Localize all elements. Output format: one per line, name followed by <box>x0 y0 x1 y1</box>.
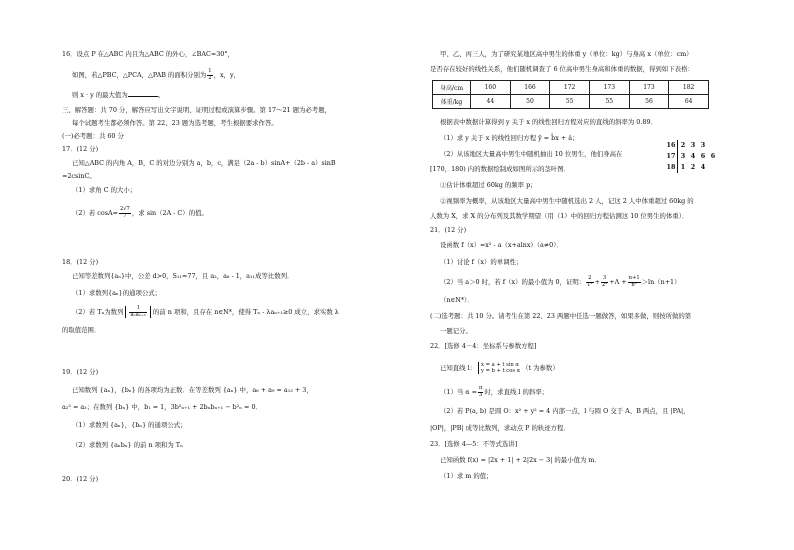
q22-line1-tail: （t 为参数） <box>522 364 559 372</box>
q18-frac-den: aₙaₙ₊₁ <box>130 311 146 318</box>
table-cell: 55 <box>550 95 590 109</box>
q22-part1 <box>440 386 548 398</box>
q20-line1: 甲、乙、丙三人，为了研究某地区高中男生的体重 y（单位：kg）与身高 x（单位：cm） <box>440 50 693 58</box>
section3-line3: (一)必考题：共 60 分 <box>62 132 124 140</box>
q18-part1: （1）求数列{aₙ}的通项公式； <box>72 289 162 297</box>
answer-blank <box>128 90 158 97</box>
table-cell: 182 <box>669 81 709 95</box>
q21-frac3 <box>628 276 641 288</box>
q22-frac-den: 3 <box>479 391 483 398</box>
stem-leaf-plot <box>665 140 718 173</box>
leaf: 2 <box>680 141 686 149</box>
q19-heading: 19．(12 分) <box>62 368 99 376</box>
q17-heading: 17．(12 分) <box>62 145 99 153</box>
q22-line4: |OP|，|PB| 成等比数列，求动点 P 的轨迹方程． <box>430 424 570 432</box>
q18-sequence-brace <box>125 306 151 318</box>
table-row <box>433 95 709 109</box>
q21-frac2 <box>601 276 608 288</box>
q17-line1: 已知△ABC 的内角 A，B，C 的对边分别为 a，b，c，满足（2a - b）sinA+（2b - a）sinB <box>72 159 336 167</box>
q21-frac3-num: n+1 <box>628 275 640 281</box>
q19-line2: a₂² = a₃；在数列 {bₙ} 中，b₁ = 1，3b²ₙ₊₁ + 2bₙbₙ₊₁ − b²ₙ = 0． <box>62 403 262 411</box>
leaf: 3 <box>690 141 696 149</box>
leaf: 3 <box>680 152 686 160</box>
q22-part1-text: （1）当 α = <box>440 388 477 396</box>
q20-part1: （1）求 y 关于 x 的线性回归方程 ŷ = b̂x + â； <box>440 134 579 142</box>
q21-frac1-den: 1² <box>587 281 593 288</box>
table-row-head: 体重/kg <box>433 95 471 109</box>
q17-part2-text: （2）若 cosA= <box>72 209 118 217</box>
q21-part2-text: （2）当 a＞0 时，若 f（x）的最小值为 0，证明： <box>440 278 586 286</box>
table-cell: 173 <box>589 81 629 95</box>
stem: 17 <box>665 151 678 162</box>
q18-part2-tail: 的前 n 项和，且存在 n∈N*，使得 Tₙ - λaₙ₊₁≥0 成立，求实数 λ <box>152 308 339 316</box>
q20-part2: （2）从该地区大量高中男生中随机抽出 10 位男生，他们身高在 <box>440 150 623 158</box>
q21-heading: 21．(12 分) <box>430 226 467 234</box>
table-row-head: 身高/cm <box>433 81 471 95</box>
q22-fraction <box>478 386 483 398</box>
q20-part2-2: ②视频率为概率，从该地区大量高中男生中随机选出 2 人，记这 2 人中体重超过 60kg 的 <box>440 197 694 205</box>
right-column <box>397 0 794 550</box>
stem: 18 <box>665 162 678 173</box>
q21-frac2-num: 3 <box>601 276 608 283</box>
q19-line1: 已知数列 {aₙ}，{bₙ} 的各项均为正数．在等差数列 {aₙ} 中，a₆ + a₉ = a₁₃ + 3， <box>72 386 313 394</box>
q20-line6: [170，180) 内的数据绘制成如图所示的茎叶图． <box>430 165 571 173</box>
q20-line2: 是否存在较好的线性关系，他们随机调查了 6 位高中男生身高和体重的数据，得到如下表格： <box>430 65 694 73</box>
q22-frac-num: π <box>478 385 483 391</box>
leaf: 4 <box>690 152 696 160</box>
q22-part2: （2）若 P(a, b) 是圆 O：x² + y² = 4 内部一点，l 与圆 O 交于 A、B 两点，且 |PA|， <box>440 407 690 415</box>
table-cell: 50 <box>510 95 550 109</box>
q18-line1: 已知等差数列{aₙ}中，公差 d>0，S₁₁=77，且 a₂，a₆ - 1，a₁₁成等比数列． <box>72 272 294 280</box>
section3-line1: 三、解答题：共 70 分，解答应写出文字说明、证明过程或演算步骤。第 17～21 题为必考题， <box>62 106 331 114</box>
table-cell: 172 <box>550 81 590 95</box>
q17-fraction <box>119 207 131 219</box>
table-cell: 55 <box>589 95 629 109</box>
stem: 16 <box>665 140 678 151</box>
q18-line4: 的取值范围． <box>62 326 101 334</box>
q16-line2-text: 如图，若△PBC，△PCA，△PAB 的面积分别为 <box>72 71 207 79</box>
table-cell: 173 <box>629 81 669 95</box>
table-cell: 160 <box>471 81 511 95</box>
q23-part1: （1）求 m 的值； <box>440 472 493 480</box>
table-cell: 56 <box>629 95 669 109</box>
q16-line1: 16．设点 P 在△ABC 内且为△ABC 的外心，∠BAC=30°， <box>62 50 234 58</box>
q18-part2 <box>72 306 339 318</box>
q21-frac2-den: 2² <box>601 281 608 288</box>
q16-line3-end: 。 <box>157 91 165 99</box>
q21-line4: （n∈N*）． <box>440 296 474 304</box>
q17-part2-tail: ，求 sin（2A - C）的值。 <box>131 209 208 217</box>
q18-fraction <box>129 306 147 318</box>
stem-row <box>665 140 718 151</box>
section3-line2: 每个试题考生都必须作答。第 22、23 题为选考题，考生根据要求作答。 <box>72 119 278 127</box>
q16-line3 <box>72 90 164 100</box>
q21-plus1: + <box>594 278 600 286</box>
table-cell: 44 <box>471 95 511 109</box>
leaf: 2 <box>690 163 696 171</box>
stem-row <box>665 162 718 173</box>
q19-part2: （2）求数列 {aₙbₙ} 的前 n 项和为 Tₙ <box>72 441 183 449</box>
table-cell: 166 <box>510 81 550 95</box>
q17-line2: =2csinC。 <box>62 172 96 180</box>
q21-frac1-num: 2 <box>586 276 593 283</box>
q21-line1: 设函数 f（x）=x² - a（x+alnx）（a≠0）． <box>440 241 563 249</box>
q22-part1-tail: 时，求直线 l 的斜率； <box>484 388 549 396</box>
q16-line2 <box>72 69 240 81</box>
q20-part2-1: ①估计体重超过 60kg 的频率 p； <box>440 181 537 189</box>
q18-heading: 18．(12 分) <box>62 258 99 266</box>
leaf: 6 <box>710 152 716 160</box>
q21-part1: （1）讨论 f（x）的单调性； <box>440 258 523 266</box>
q17-part2 <box>72 207 208 219</box>
leaf: 4 <box>700 163 706 171</box>
q16-line2-tail: ，x，y， <box>213 71 240 79</box>
q21-frac1 <box>586 276 593 288</box>
q17-frac-num: 2√7 <box>119 206 130 212</box>
q20-heading: 20．(12 分) <box>62 475 99 483</box>
height-weight-table <box>432 80 709 109</box>
q21-frac3-den: n² <box>631 281 637 288</box>
q16-frac-den: 2 <box>208 74 212 81</box>
q21-part2 <box>440 276 681 288</box>
q23-heading: 23．[选修 4—5：不等式选讲] <box>430 440 518 448</box>
q22-line1-text: 已知直线 l： <box>440 364 477 372</box>
section2-line2: 一题记分。 <box>440 327 472 335</box>
q22-heading: 22．[选修 4－4：坐标系与参数方程] <box>430 342 537 350</box>
q22-line1 <box>440 362 559 374</box>
q19-part1: （1）求数列 {aₙ}，{bₙ} 的通项公式； <box>72 421 187 429</box>
q17-part1: （1）求角 C 的大小； <box>72 186 137 194</box>
q20-line9: 人数为 X，求 X 的分布列及其数学期望（用（1）中的回归方程估测这 10 位男生的体重）． <box>430 212 689 220</box>
q18-part2-text: （2）若 Tₙ为数列 <box>72 308 124 316</box>
q20-line3: 根据表中数据计算得到 y 关于 x 的线性回归方程对应的直线的斜率为 0.89． <box>440 118 657 126</box>
table-row <box>433 81 709 95</box>
section2-line1: (二)选考题：共 10 分。请考生在第 22、23 两题中任选一题做答，如果多做，则按所做的第 <box>430 312 692 320</box>
q17-frac-den: 7 <box>123 212 127 219</box>
table-cell: 64 <box>669 95 709 109</box>
stem-row <box>665 151 718 162</box>
q22-equation-x: x = a + t sin α <box>481 362 519 368</box>
q22-equation-y: y = b + t cos α <box>481 368 521 374</box>
q22-param-system <box>478 362 520 374</box>
leaf: 3 <box>700 141 706 149</box>
q23-line1: 已知函数 f(x) = |2x + 1| + 2|2x − 3| 的最小值为 m． <box>440 456 601 464</box>
q18-frac-num: 1 <box>129 306 147 313</box>
leaf: 6 <box>700 152 706 160</box>
leaf: 1 <box>680 163 686 171</box>
q21-plus2: +Λ + <box>609 278 627 286</box>
q21-part2-tail: ＞ln（n+1） <box>641 278 681 286</box>
q16-fraction <box>207 69 212 81</box>
q16-line3-text: 则 x · y 的最大值为 <box>72 91 128 99</box>
q16-frac-num: 1 <box>208 68 212 74</box>
